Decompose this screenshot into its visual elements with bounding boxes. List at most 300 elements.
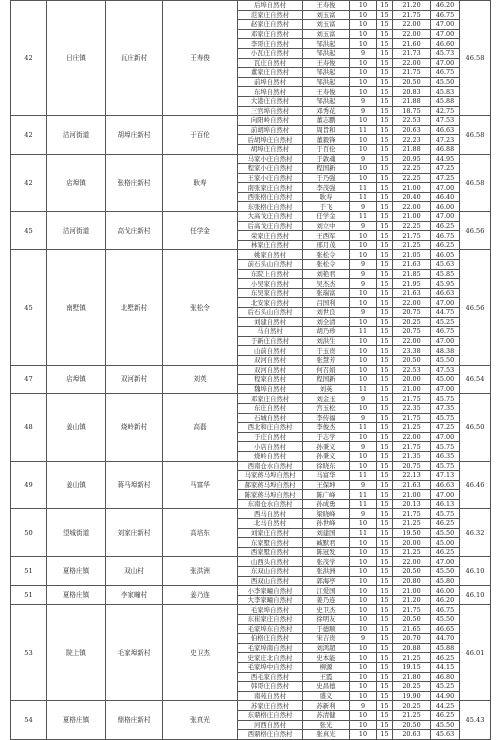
subtotal-cell: 47.00	[431, 183, 460, 193]
subtotal-cell: 46.20	[431, 595, 460, 605]
score-a-cell: 10	[350, 519, 377, 529]
score-c-cell: 21.63	[393, 480, 431, 490]
score-b-cell: 15	[377, 173, 393, 183]
sub-village-cell: 韩哥庄自然村	[238, 682, 303, 692]
score-a-cell: 10	[350, 20, 377, 30]
table-row	[11, 557, 491, 567]
score-c-cell: 20.00	[393, 538, 431, 548]
score-b-cell: 15	[377, 212, 393, 222]
rank-cell: 42	[11, 154, 47, 212]
sub-village-cell: 东埠自然村	[238, 87, 303, 97]
score-b-cell: 15	[377, 672, 393, 682]
subtotal-cell: 47.00	[431, 336, 460, 346]
subtotal-cell: 47.00	[431, 490, 460, 500]
average-score-cell: 46.58	[460, 1, 491, 116]
score-a-cell: 10	[350, 58, 377, 68]
subtotal-cell: 46.25	[431, 240, 460, 250]
score-b-cell: 15	[377, 624, 393, 634]
score-a-cell: 10	[350, 231, 377, 241]
person-cell: 高培东	[163, 509, 238, 557]
sub-village-cell: 东鼎格庄自然村	[238, 710, 303, 720]
subtotal-cell: 46.35	[431, 451, 460, 461]
subtotal-cell: 47.00	[431, 20, 460, 30]
score-c-cell: 21.63	[393, 288, 431, 298]
score-b-cell: 15	[377, 499, 393, 509]
score-b-cell: 15	[377, 231, 393, 241]
leader-cell: 吕国利	[303, 298, 350, 308]
score-b-cell: 15	[377, 662, 393, 672]
score-c-cell: 22.00	[393, 336, 431, 346]
leader-cell: 刘世良	[303, 308, 350, 318]
leader-cell: 刘建国	[303, 528, 350, 538]
leader-cell: 于敦魂	[303, 154, 350, 164]
score-c-cell: 21.00	[393, 384, 431, 394]
average-score-cell: 46.10	[460, 557, 491, 586]
score-b-cell: 15	[377, 490, 393, 500]
score-c-cell: 20.40	[393, 192, 431, 202]
leader-cell: 柳源	[303, 662, 350, 672]
subtotal-cell: 45.85	[431, 269, 460, 279]
subtotal-cell: 45.50	[431, 528, 460, 538]
subtotal-cell: 47.35	[431, 403, 460, 413]
sub-village-cell: 山西头自然村	[238, 557, 303, 567]
sub-village-cell: 马家蒋马埠自然村	[238, 471, 303, 481]
average-score-cell: 46.32	[460, 509, 491, 557]
score-c-cell: 21.75	[393, 68, 431, 78]
score-a-cell: 11	[350, 192, 377, 202]
leader-cell: 邹洪起	[303, 39, 350, 49]
average-score-cell: 46.50	[460, 394, 491, 461]
sub-village-cell: 魏埠自然村	[238, 384, 303, 394]
leader-cell: 程国新	[303, 164, 350, 174]
subtotal-cell: 48.38	[431, 346, 460, 356]
person-cell: 刘英	[163, 365, 238, 394]
score-b-cell: 15	[377, 298, 393, 308]
sub-village-cell: 马家小庄自然村	[238, 154, 303, 164]
leader-cell: 臧默君	[303, 538, 350, 548]
subtotal-cell: 46.75	[431, 10, 460, 20]
score-b-cell: 15	[377, 461, 393, 471]
score-a-cell: 10	[350, 240, 377, 250]
subtotal-cell: 46.63	[431, 288, 460, 298]
subtotal-cell: 44.70	[431, 634, 460, 644]
subtotal-cell: 45.75	[431, 461, 460, 471]
score-c-cell: 20.95	[393, 154, 431, 164]
score-a-cell: 10	[350, 298, 377, 308]
rank-cell: 49	[11, 461, 47, 509]
subtotal-cell: 45.63	[431, 730, 460, 740]
score-c-cell: 21.88	[393, 144, 431, 154]
score-c-cell: 20.50	[393, 720, 431, 730]
sub-village-cell: 小瓦庄自然村	[238, 48, 303, 58]
average-score-cell: 46.56	[460, 250, 491, 365]
score-b-cell: 15	[377, 29, 393, 39]
score-a-cell: 10	[350, 643, 377, 653]
table-row	[11, 1, 491, 11]
subtotal-cell: 47.53	[431, 365, 460, 375]
score-b-cell: 15	[377, 202, 393, 212]
person-cell: 耿寿	[163, 154, 238, 212]
subtotal-cell: 47.25	[431, 173, 460, 183]
sub-village-cell: 伯格庄自然村	[238, 634, 303, 644]
leader-cell: 张松令	[303, 260, 350, 270]
score-c-cell: 22.00	[393, 298, 431, 308]
sub-village-cell: 西张格庄自然村	[238, 192, 303, 202]
leader-cell: 张茂学	[303, 557, 350, 567]
village-cell: 北墅新村	[106, 250, 163, 365]
subtotal-cell: 46.60	[431, 39, 460, 49]
leader-cell: 李传福	[303, 413, 350, 423]
leader-cell: 陈广峰	[303, 490, 350, 500]
sub-village-cell: 李哥庄自然村	[238, 39, 303, 49]
subtotal-cell: 45.73	[431, 48, 460, 58]
score-c-cell: 22.35	[393, 403, 431, 413]
score-b-cell: 15	[377, 557, 393, 567]
leader-cell: 邹洪起	[303, 96, 350, 106]
leader-cell: 邢月茂	[303, 240, 350, 250]
sub-village-cell: 石城自然村	[238, 413, 303, 423]
score-c-cell: 20.63	[393, 730, 431, 740]
sub-village-cell: 后高戈庄自然村	[238, 221, 303, 231]
subtotal-cell: 46.13	[431, 499, 460, 509]
score-a-cell: 9	[350, 48, 377, 58]
score-a-cell: 10	[350, 451, 377, 461]
sub-village-cell: 烧岭自然村	[238, 451, 303, 461]
subtotal-cell: 46.20	[431, 1, 460, 11]
village-cell: 高戈庄新村	[106, 212, 163, 250]
sub-village-cell: 史家庄北自然村	[238, 653, 303, 663]
sub-village-cell: 王家小庄自然村	[238, 173, 303, 183]
score-b-cell: 15	[377, 528, 393, 538]
score-b-cell: 15	[377, 432, 393, 442]
rank-cell: 53	[11, 605, 47, 701]
sub-village-cell: 西马自然村	[238, 509, 303, 519]
score-a-cell: 9	[350, 394, 377, 404]
score-b-cell: 15	[377, 221, 393, 231]
score-b-cell: 15	[377, 336, 393, 346]
score-c-cell: 20.13	[393, 499, 431, 509]
town-cell: 姜山镇	[47, 461, 106, 509]
score-c-cell: 21.05	[393, 250, 431, 260]
subtotal-cell: 45.80	[431, 576, 460, 586]
score-b-cell: 15	[377, 58, 393, 68]
score-c-cell: 21.00	[393, 212, 431, 222]
score-b-cell: 15	[377, 10, 393, 20]
score-a-cell: 10	[350, 653, 377, 663]
score-b-cell: 15	[377, 710, 393, 720]
score-b-cell: 15	[377, 164, 393, 174]
score-a-cell: 11	[350, 327, 377, 337]
score-b-cell: 15	[377, 595, 393, 605]
subtotal-cell: 45.95	[431, 279, 460, 289]
score-b-cell: 15	[377, 144, 393, 154]
leader-cell: 何召娟	[303, 365, 350, 375]
score-c-cell: 20.00	[393, 375, 431, 385]
score-b-cell: 15	[377, 1, 393, 11]
score-c-cell: 19.15	[393, 662, 431, 672]
leader-cell: 姜乃连	[303, 595, 350, 605]
leader-cell: 任学金	[303, 212, 350, 222]
score-c-cell: 20.88	[393, 643, 431, 653]
score-a-cell: 9	[350, 701, 377, 711]
score-b-cell: 15	[377, 730, 393, 740]
score-a-cell: 10	[350, 538, 377, 548]
score-b-cell: 15	[377, 423, 393, 433]
score-c-cell: 20.50	[393, 615, 431, 625]
score-a-cell: 9	[350, 442, 377, 452]
score-b-cell: 15	[377, 106, 393, 116]
score-b-cell: 15	[377, 547, 393, 557]
score-c-cell: 20.50	[393, 567, 431, 577]
score-c-cell: 21.20	[393, 595, 431, 605]
sub-village-cell: 北安家自然村	[238, 298, 303, 308]
leader-cell: 宫玉松	[303, 403, 350, 413]
score-a-cell: 10	[350, 662, 377, 672]
score-a-cell: 10	[350, 682, 377, 692]
sub-village-cell: 三官埠自然村	[238, 106, 303, 116]
score-a-cell: 10	[350, 615, 377, 625]
score-c-cell: 21.73	[393, 48, 431, 58]
score-b-cell: 15	[377, 183, 393, 193]
score-a-cell: 10	[350, 87, 377, 97]
score-a-cell: 10	[350, 346, 377, 356]
score-a-cell: 11	[350, 499, 377, 509]
rank-cell: 54	[11, 701, 47, 739]
town-cell: 院上镇	[47, 605, 106, 701]
score-b-cell: 15	[377, 269, 393, 279]
score-b-cell: 15	[377, 653, 393, 663]
score-b-cell: 15	[377, 346, 393, 356]
score-b-cell: 15	[377, 615, 393, 625]
subtotal-cell: 46.25	[431, 653, 460, 663]
score-b-cell: 15	[377, 39, 393, 49]
score-c-cell: 23.38	[393, 346, 431, 356]
leader-cell: 王西军	[303, 231, 350, 241]
sub-village-cell: 东双山自然村	[238, 567, 303, 577]
score-a-cell: 10	[350, 173, 377, 183]
town-cell: 南墅镇	[47, 250, 106, 365]
score-a-cell: 10	[350, 116, 377, 126]
sub-village-cell: 西南仓水自然村	[238, 461, 303, 471]
score-b-cell: 15	[377, 576, 393, 586]
rank-cell: 47	[11, 365, 47, 394]
leader-cell: 程国新	[303, 375, 350, 385]
score-a-cell: 10	[350, 375, 377, 385]
sub-village-cell: 毛家埠东自然村	[238, 624, 303, 634]
score-a-cell: 10	[350, 164, 377, 174]
subtotal-cell: 47.53	[431, 116, 460, 126]
subtotal-cell: 47.00	[431, 58, 460, 68]
sub-village-cell: 董家庄自然村	[238, 68, 303, 78]
score-a-cell: 10	[350, 730, 377, 740]
sub-village-cell: 南张家庄自然村	[238, 183, 303, 193]
score-a-cell: 10	[350, 432, 377, 442]
village-cell: 双河新村	[106, 365, 163, 394]
sub-village-cell: 东崔家庄自然村	[238, 615, 303, 625]
person-cell: 史卫杰	[163, 605, 238, 701]
subtotal-cell: 45.88	[431, 643, 460, 653]
sub-village-cell: 胡埠庄自然村	[238, 144, 303, 154]
subtotal-cell: 44.90	[431, 691, 460, 701]
sub-village-cell: 后埠自然村	[238, 1, 303, 11]
table-body	[11, 1, 491, 740]
score-c-cell: 20.50	[393, 355, 431, 365]
score-c-cell: 20.80	[393, 576, 431, 586]
score-c-cell: 21.00	[393, 586, 431, 596]
subtotal-cell: 47.13	[431, 471, 460, 481]
sub-village-cell: 前石头山自然村	[238, 260, 303, 270]
village-cell: 毛家埠新村	[106, 605, 163, 701]
average-score-cell: 46.54	[460, 365, 491, 394]
score-a-cell: 11	[350, 212, 377, 222]
score-a-cell: 10	[350, 547, 377, 557]
leader-cell: 刘玉富	[303, 29, 350, 39]
leader-cell: 董毅锋	[303, 135, 350, 145]
subtotal-cell: 45.50	[431, 77, 460, 87]
score-a-cell: 10	[350, 403, 377, 413]
person-cell: 高磊	[163, 394, 238, 461]
score-c-cell: 21.25	[393, 547, 431, 557]
subtotal-cell: 47.25	[431, 164, 460, 174]
sub-village-cell: 双河自然村	[238, 365, 303, 375]
leader-cell: 徐晓东	[303, 461, 350, 471]
subtotal-cell: 45.75	[431, 394, 460, 404]
subtotal-cell: 47.23	[431, 135, 460, 145]
score-c-cell: 21.00	[393, 183, 431, 193]
score-a-cell: 11	[350, 471, 377, 481]
leader-cell: 张慧芳	[303, 355, 350, 365]
score-c-cell: 20.50	[393, 77, 431, 87]
score-a-cell: 9	[350, 202, 377, 212]
score-a-cell: 9	[350, 480, 377, 490]
score-a-cell: 10	[350, 39, 377, 49]
score-b-cell: 15	[377, 154, 393, 164]
score-b-cell: 15	[377, 605, 393, 615]
leader-cell: 江爱国	[303, 586, 350, 596]
score-b-cell: 15	[377, 20, 393, 30]
score-a-cell: 10	[350, 288, 377, 298]
subtotal-cell: 47.00	[431, 384, 460, 394]
subtotal-cell: 44.25	[431, 701, 460, 711]
score-c-cell: 21.75	[393, 509, 431, 519]
score-c-cell: 22.00	[393, 432, 431, 442]
sub-village-cell: 东庄自然村	[238, 403, 303, 413]
score-a-cell: 10	[350, 135, 377, 145]
sub-village-cell: 河西自然村	[238, 720, 303, 730]
score-b-cell: 15	[377, 634, 393, 644]
score-b-cell: 15	[377, 365, 393, 375]
score-a-cell: 9	[350, 221, 377, 231]
leader-cell: 耿寿	[303, 192, 350, 202]
sub-village-cell: 小李家疃自然村	[238, 586, 303, 596]
leader-cell: 王寿俊	[303, 87, 350, 97]
sub-village-cell: 小店自然村	[238, 442, 303, 452]
score-c-cell: 21.88	[393, 96, 431, 106]
leader-cell: 刘立中	[303, 221, 350, 231]
score-b-cell: 15	[377, 509, 393, 519]
score-b-cell: 15	[377, 192, 393, 202]
score-a-cell: 10	[350, 710, 377, 720]
score-c-cell: 20.70	[393, 634, 431, 644]
score-c-cell: 21.35	[393, 451, 431, 461]
score-a-cell: 9	[350, 96, 377, 106]
score-a-cell: 10	[350, 567, 377, 577]
rank-cell: 45	[11, 212, 47, 250]
sub-village-cell: 苏家庄自然村	[238, 701, 303, 711]
sub-village-cell: 西毛家自然村	[238, 672, 303, 682]
score-b-cell: 15	[377, 327, 393, 337]
sub-village-cell: 毛家埠自然村	[238, 605, 303, 615]
score-c-cell: 22.53	[393, 365, 431, 375]
table-row	[11, 509, 491, 519]
sub-village-cell: 郝家蒋马埠自然村	[238, 480, 303, 490]
leader-cell: 周旨和	[303, 125, 350, 135]
sub-village-cell: 程家自然村	[238, 375, 303, 385]
score-b-cell: 15	[377, 116, 393, 126]
score-c-cell: 21.63	[393, 260, 431, 270]
ranking-table-page	[10, 0, 490, 739]
subtotal-cell: 46.75	[431, 605, 460, 615]
score-c-cell: 21.00	[393, 490, 431, 500]
score-b-cell: 15	[377, 701, 393, 711]
leader-cell: 李茂强	[303, 183, 350, 193]
score-a-cell: 9	[350, 260, 377, 270]
score-a-cell: 9	[350, 509, 377, 519]
leader-cell: 李俊杰	[303, 423, 350, 433]
score-b-cell: 15	[377, 288, 393, 298]
sub-village-cell: 陈家蒋马埠自然村	[238, 490, 303, 500]
subtotal-cell: 47.00	[431, 298, 460, 308]
town-cell: 望城街道	[47, 509, 106, 557]
subtotal-cell: 46.00	[431, 586, 460, 596]
leader-cell: 陈冠发	[303, 547, 350, 557]
leader-cell: 于志学	[303, 432, 350, 442]
sub-village-cell: 程家小庄自然村	[238, 164, 303, 174]
score-b-cell: 15	[377, 317, 393, 327]
leader-cell: 张光	[303, 720, 350, 730]
subtotal-cell: 45.50	[431, 567, 460, 577]
score-c-cell: 20.75	[393, 327, 431, 337]
leader-cell: 邹洪起	[303, 48, 350, 58]
village-cell: 刘家庄新村	[106, 509, 163, 557]
leader-cell: 邹洪起	[303, 68, 350, 78]
sub-village-cell: 后胡埠庄自然村	[238, 135, 303, 145]
person-cell: 王寿俊	[163, 1, 238, 116]
score-b-cell: 15	[377, 643, 393, 653]
score-c-cell: 21.85	[393, 269, 431, 279]
leader-cell: 刘玉富	[303, 10, 350, 20]
leader-cell: 马富华	[303, 471, 350, 481]
score-c-cell: 20.25	[393, 317, 431, 327]
score-c-cell: 21.25	[393, 653, 431, 663]
leader-cell: 史卫杰	[303, 605, 350, 615]
table-row	[11, 394, 491, 404]
average-score-cell: 46.58	[460, 116, 491, 154]
score-b-cell: 15	[377, 279, 393, 289]
score-a-cell: 10	[350, 691, 377, 701]
subtotal-cell: 47.00	[431, 557, 460, 567]
leader-cell: 刘金玉	[303, 394, 350, 404]
leader-cell: 刘英	[303, 384, 350, 394]
person-cell: 任学金	[163, 212, 238, 250]
leader-cell: 张洪洲	[303, 567, 350, 577]
subtotal-cell: 46.80	[431, 672, 460, 682]
town-cell: 沽河街道	[47, 116, 106, 154]
subtotal-cell: 45.50	[431, 615, 460, 625]
score-b-cell: 15	[377, 384, 393, 394]
town-cell: 夏格庄镇	[47, 557, 106, 586]
sub-village-cell: 于新庄自然村	[238, 336, 303, 346]
